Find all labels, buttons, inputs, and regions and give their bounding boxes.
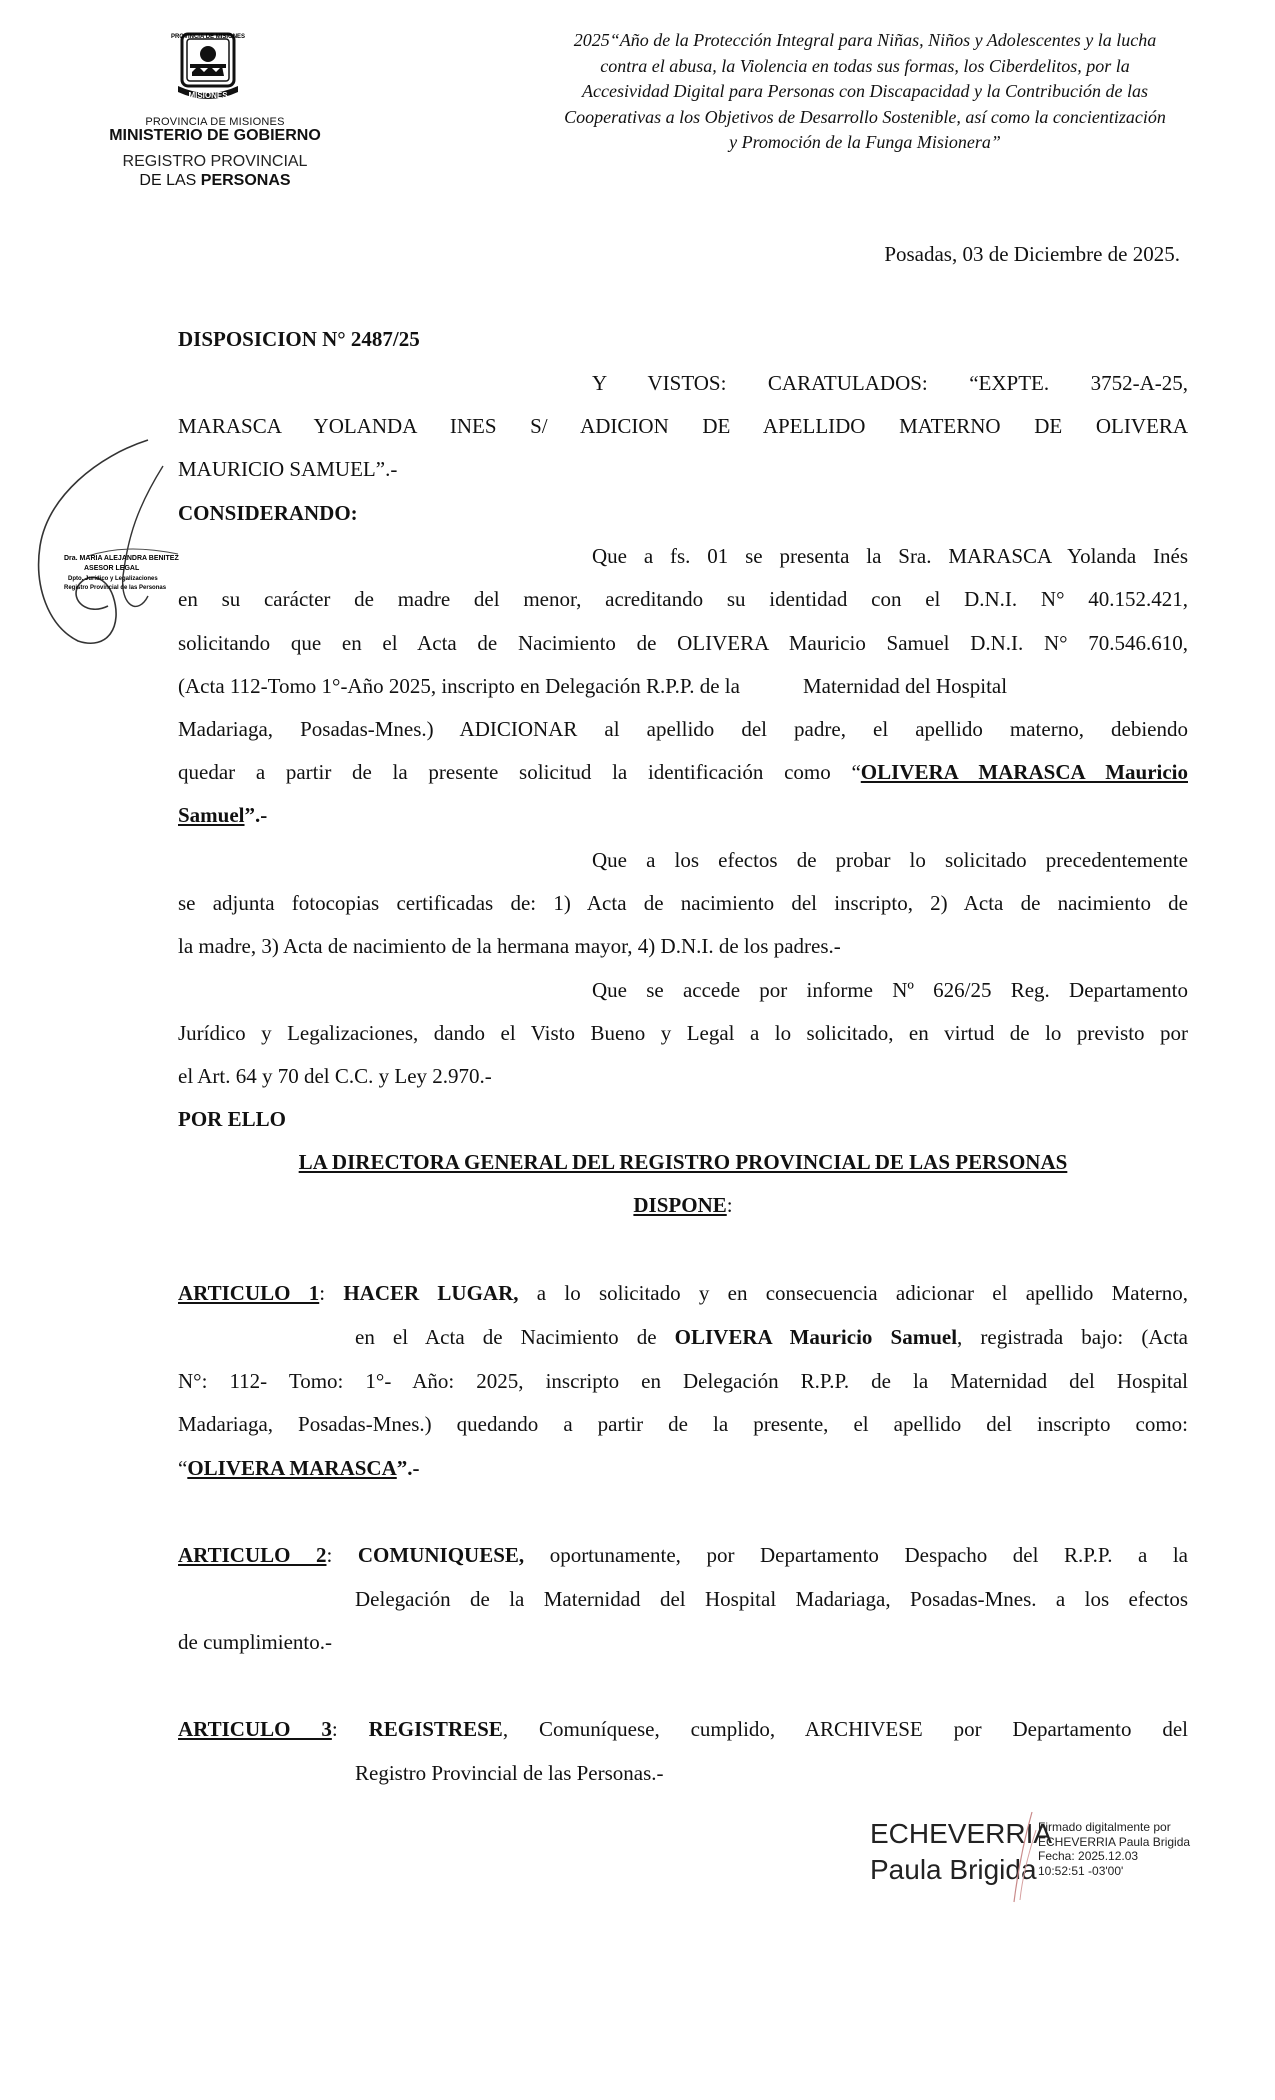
p2-line-3: la madre, 3) Acta de nacimiento de la hermana mayor, 4) D.N.I. de los padres.- (178, 934, 841, 958)
vistos-line-3: MAURICIO SAMUEL”.- (178, 457, 398, 481)
p1-line-1: Que a fs. 01 se presenta la Sra. MARASCA Yolanda Inés (592, 544, 1188, 568)
ministry-header (95, 116, 335, 190)
article-3-line-1: ARTICULO 3: REGISTRESE, Comuníquese, cumplido, ARCHIVESE por Departamento del (178, 1717, 1188, 1741)
document-date: Posadas, 03 de Diciembre de 2025. (884, 242, 1180, 266)
article-1-line-5: “OLIVERA MARASCA”.- (178, 1456, 420, 1480)
vistos-line-2: MARASCA YOLANDA INES S/ ADICION DE APELLIDO MATERNO DE OLIVERA (178, 414, 1188, 438)
p3-line-1: Que se accede por informe Nº 626/25 Reg. Departamento (592, 978, 1188, 1002)
article-2-line-3: de cumplimiento.- (178, 1630, 332, 1654)
directora-heading: LA DIRECTORA GENERAL DEL REGISTRO PROVINCIAL DE LAS PERSONAS (298, 1150, 1068, 1174)
dispone-heading: DISPONE: (633, 1193, 733, 1217)
article-1-line-2: en el Acta de Nacimiento de OLIVERA Mauricio Samuel, registrada bajo: (Acta (355, 1325, 1188, 1349)
p1-line-5: Madariaga, Posadas-Mnes.) ADICIONAR al apellido del padre, el apellido materno, debiendo (178, 717, 1188, 741)
year-motto: 2025“Año de la Protección Integral para Niñas, Niños y Adolescentes y la lucha contra el abusa, la Violencia en todas sus formas, los Ciberdelitos, por la Accesividad Digital para Personas con Discapacidad y la Contribución de las Cooperativas a los Objetivos de Desarrollo Sostenible, así como la concientización y Promoción de la Funga Misionera” (564, 30, 1166, 152)
p1-line-2: en su carácter de madre del menor, acreditando su identidad con el D.N.I. N° 40.152.421, (178, 587, 1188, 611)
p1-line-7: Samuel”.- (178, 803, 268, 827)
p2-line-1: Que a los efectos de probar lo solicitado precedentemente (592, 848, 1188, 872)
vistos-line-1: Y VISTOS: CARATULADOS: “EXPTE. 3752-A-25, (592, 371, 1188, 395)
signature-info: Firmado digitalmente por ECHEVERRIA Paula Brigida Fecha: 2025.12.03 10:52:51 -03'00' (1038, 1820, 1191, 1878)
p1-line-4: (Acta 112-Tomo 1°-Año 2025, inscripto en Delegación R.P.P. de la Maternidad del Hospital (178, 674, 1008, 698)
p1-line-6: quedar a partir de la presente solicitud la identificación como “OLIVERA MARASCA Mauricio (178, 760, 1188, 784)
registry-label-line2: DE LAS PERSONAS (139, 172, 291, 189)
article-1-line-1: ARTICULO 1: HACER LUGAR, a lo solicitado y en consecuencia adicionar el apellido Materno, (178, 1281, 1188, 1305)
svg-text:Dra. MARIA ALEJANDRA BENITEZ: Dra. MARIA ALEJANDRA BENITEZ (64, 555, 179, 562)
article-2-line-2: Delegación de la Maternidad del Hospital Madariaga, Posadas-Mnes. a los efectos (355, 1587, 1188, 1611)
province-label: PROVINCIA DE MISIONES (145, 116, 285, 128)
p2-line-2: se adjunta fotocopias certificadas de: 1) Acta de nacimiento del inscripto, 2) Acta de nacimiento de (178, 891, 1188, 915)
registry-label-line1: REGISTRO PROVINCIAL (122, 153, 308, 170)
ministry-label: MINISTERIO DE GOBIERNO (109, 127, 321, 144)
p3-line-2: Jurídico y Legalizaciones, dando el Visto Bueno y Legal a lo solicitado, en virtud de lo previsto por (178, 1021, 1188, 1045)
signer-name: ECHEVERRIA Paula Brigida (870, 1818, 1053, 1885)
article-2-line-1: ARTICULO 2: COMUNIQUESE, oportunamente, por Departamento Despacho del R.P.P. a la (178, 1543, 1188, 1567)
disposition-title: DISPOSICION N° 2487/25 (178, 327, 420, 351)
province-seal-logo (168, 28, 248, 112)
article-1-line-4: Madariaga, Posadas-Mnes.) quedando a partir de la presente, el apellido del inscripto como: (178, 1412, 1188, 1436)
svg-text:Registro Provincial de las Per: Registro Provincial de las Personas (64, 585, 167, 591)
por-ello-label: POR ELLO (178, 1107, 286, 1131)
considerando-label: CONSIDERANDO: (178, 501, 358, 525)
svg-text:PROVINCIA DE MISIONES: PROVINCIA DE MISIONES (170, 34, 246, 40)
svg-text:Dpto. Jurídico y Legalizacione: Dpto. Jurídico y Legalizaciones (68, 576, 158, 582)
p1-line-3: solicitando que en el Acta de Nacimiento de OLIVERA Mauricio Samuel D.N.I. N° 70.546.610, (178, 631, 1188, 655)
signature-flourish-icon (1010, 1810, 1040, 1905)
svg-text:MISIONES: MISIONES (188, 91, 228, 100)
article-3-line-2: Registro Provincial de las Personas.- (355, 1761, 664, 1785)
side-signature-stamp (28, 436, 198, 666)
svg-text:ASESOR LEGAL: ASESOR LEGAL (84, 565, 140, 572)
p3-line-3: el Art. 64 y 70 del C.C. y Ley 2.970.- (178, 1064, 492, 1088)
article-1-line-3: N°: 112- Tomo: 1°- Año: 2025, inscripto en Delegación R.P.P. de la Maternidad del Hospital (178, 1369, 1188, 1393)
digital-signature (870, 1810, 1220, 1905)
